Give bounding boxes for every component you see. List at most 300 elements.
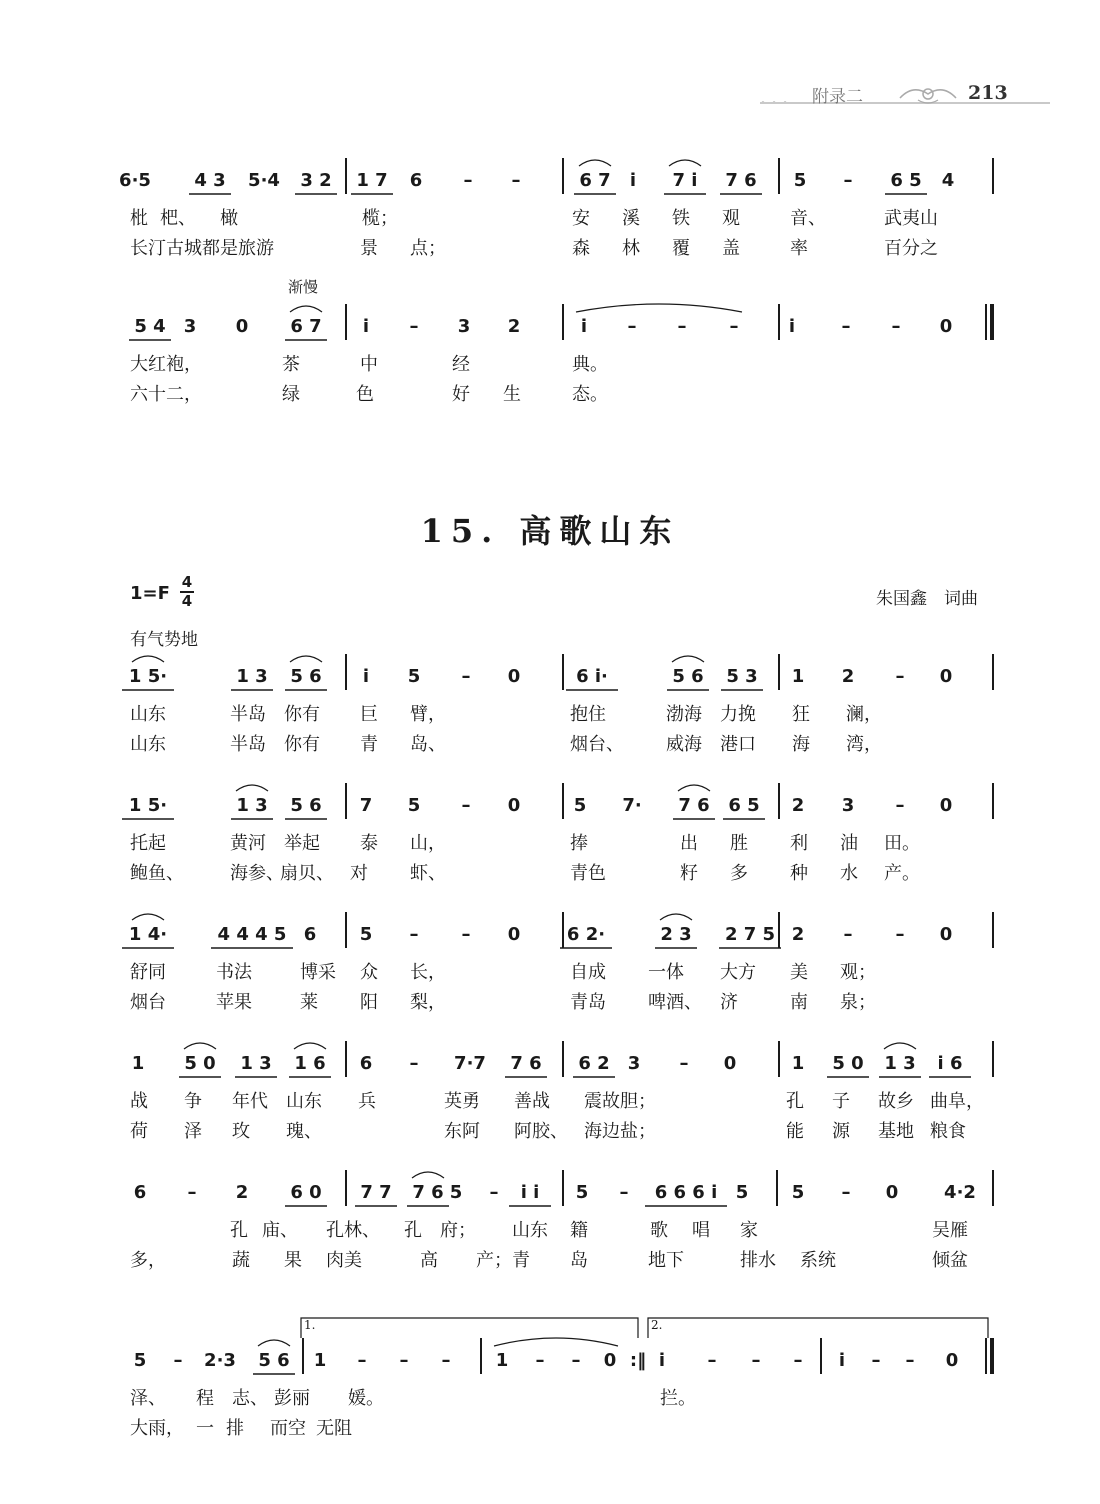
numbered-note: 5	[735, 1182, 749, 1203]
barline	[345, 912, 347, 948]
numbered-note: 1 4·	[128, 924, 168, 945]
barline	[562, 304, 564, 340]
dash-note: –	[489, 1182, 499, 1203]
lyric-syllable: 书法	[216, 962, 252, 983]
numbered-note: 5	[573, 795, 587, 816]
lyric-syllable: 色	[356, 384, 374, 405]
barline	[778, 158, 780, 194]
lyric-syllable: 南	[790, 992, 808, 1013]
lyric-syllable: 一	[196, 1418, 214, 1439]
lyric-syllable: 烟台	[130, 992, 166, 1013]
numbered-note: 5	[407, 795, 421, 816]
dash-note: –	[409, 316, 419, 337]
barline	[562, 158, 564, 194]
lyric-syllable: 青	[512, 1250, 530, 1271]
numbered-note: 2·3	[204, 1350, 236, 1371]
lyric-syllable: 程	[196, 1388, 214, 1409]
lyric-syllable: 山，	[410, 833, 446, 854]
numbered-note: 1 7	[356, 170, 388, 191]
lyric-syllable: 生	[503, 384, 521, 405]
numbered-note: 0	[939, 666, 953, 687]
lyric-syllable: 岛	[570, 1250, 588, 1271]
barline	[345, 304, 347, 340]
lyric-syllable: 枇	[130, 208, 148, 229]
numbered-note: 6 5	[890, 170, 922, 191]
lyric-line-2	[0, 988, 1100, 1012]
dash-note: –	[409, 924, 419, 945]
lyric-line-1	[0, 1087, 1100, 1111]
numbered-note: i	[629, 170, 637, 191]
numbered-note: i	[362, 666, 370, 687]
dash-note: –	[619, 1182, 629, 1203]
lyric-line-1	[0, 700, 1100, 724]
numbered-note: i 6	[937, 1053, 963, 1074]
lyric-syllable: 绿	[282, 384, 300, 405]
lyric-syllable: 泰	[360, 833, 378, 854]
numbered-note: 5	[407, 666, 421, 687]
lyric-line-2	[0, 380, 1100, 404]
numbered-note: 2	[235, 1182, 249, 1203]
lyric-syllable: 中	[360, 354, 378, 375]
barline	[562, 783, 564, 819]
numbered-note: 0	[507, 666, 521, 687]
lyric-syllable: 震故胆；	[584, 1091, 656, 1112]
lyric-line-1	[0, 350, 1100, 374]
lyric-syllable: 孔	[404, 1220, 422, 1241]
lyric-syllable: 泽	[184, 1121, 202, 1142]
tempo-change-mark: 渐慢	[288, 278, 319, 296]
lyric-syllable: 自成	[570, 962, 606, 983]
numbered-note: 5 6	[672, 666, 704, 687]
numbered-note: 6	[133, 1182, 147, 1203]
dash-note: –	[461, 666, 471, 687]
lyric-syllable: 大方	[720, 962, 756, 983]
numbered-note: i	[362, 316, 370, 337]
barline	[778, 654, 780, 690]
lyric-syllable: 巨	[360, 704, 378, 725]
numbered-note: 4 4 4 5	[217, 924, 287, 945]
lyric-syllable: 捧	[570, 833, 588, 854]
numbered-note: 2	[507, 316, 521, 337]
dash-note: –	[187, 1182, 197, 1203]
lyric-syllable: 油	[840, 833, 858, 854]
barline	[562, 1170, 564, 1206]
numbered-note: 0	[885, 1182, 899, 1203]
numbered-note: 2	[841, 666, 855, 687]
lyric-syllable: 长汀古城都是旅游	[130, 238, 274, 259]
numbered-note: 1 5·	[128, 795, 168, 816]
numbered-note: 1	[791, 1053, 805, 1074]
numbered-note: 6 2	[578, 1053, 610, 1074]
lyric-line-2	[0, 859, 1100, 883]
dash-note: –	[535, 1350, 545, 1371]
numbered-note: 0	[939, 316, 953, 337]
dash-note: –	[173, 1350, 183, 1371]
lyric-syllable: 博采	[300, 962, 336, 983]
lyric-syllable: 泽、	[130, 1388, 166, 1409]
lyric-syllable: 一体	[648, 962, 684, 983]
lyric-syllable: 高	[420, 1250, 438, 1271]
lyric-syllable: 观；	[840, 962, 876, 983]
lyric-syllable: 舒同	[130, 962, 166, 983]
dash-note: –	[679, 1053, 689, 1074]
lyric-syllable: 山东	[130, 704, 166, 725]
lyric-syllable: 林	[622, 238, 640, 259]
dash-note: –	[441, 1350, 451, 1371]
lyric-syllable: 武夷山	[884, 208, 938, 229]
lyric-line-2	[0, 234, 1100, 258]
lyric-syllable: 彭丽	[274, 1388, 310, 1409]
numbered-note: 1	[791, 666, 805, 687]
page-number: 213	[968, 82, 1008, 104]
numbered-note: 0	[507, 795, 521, 816]
lyric-line-2	[0, 1117, 1100, 1141]
dash-note: –	[627, 316, 637, 337]
lyric-syllable: 大雨，	[130, 1418, 184, 1439]
lyric-syllable: 经	[452, 354, 470, 375]
numbered-note: 1 3	[240, 1053, 272, 1074]
dash-note: –	[841, 1182, 851, 1203]
lyric-syllable: 黄河	[230, 833, 266, 854]
numbered-note: 6 7	[579, 170, 611, 191]
barline	[992, 654, 994, 690]
lyric-syllable: 曲阜，	[930, 1091, 984, 1112]
lyric-syllable: 山东	[286, 1091, 322, 1112]
header-section-label: 附录二	[812, 87, 863, 107]
barline	[345, 1170, 347, 1206]
numbered-note: 6	[303, 924, 317, 945]
lyric-syllable: 家	[740, 1220, 758, 1241]
lyric-syllable: 森	[572, 238, 590, 259]
barline	[345, 654, 347, 690]
barline	[820, 1338, 822, 1374]
lyric-syllable: 故乡	[878, 1091, 914, 1112]
lyric-syllable: 歌	[650, 1220, 668, 1241]
lyric-syllable: 战	[130, 1091, 148, 1112]
lyric-syllable: 众	[360, 962, 378, 983]
lyric-syllable: 而空	[270, 1418, 306, 1439]
lyric-line-1	[0, 204, 1100, 228]
song-title: 15. 高歌山东	[420, 512, 680, 550]
dash-note: –	[511, 170, 521, 191]
numbered-note: 5 6	[290, 666, 322, 687]
dash-note: –	[871, 1350, 881, 1371]
lyric-syllable: 孔	[230, 1220, 248, 1241]
lyric-syllable: 孔林、	[326, 1220, 380, 1241]
numbered-note: 5·4	[248, 170, 280, 191]
dash-note: –	[841, 316, 851, 337]
lyric-syllable: 虾、	[410, 863, 446, 884]
numbered-note: 4	[941, 170, 955, 191]
numbered-note: 7 6	[678, 795, 710, 816]
lyric-syllable: 观	[722, 208, 740, 229]
barline	[992, 158, 994, 194]
dash-note: –	[895, 795, 905, 816]
first-ending-label: 1.	[304, 1318, 316, 1332]
time-signature	[180, 574, 194, 610]
dash-note: –	[891, 316, 901, 337]
numbered-note: 1 3	[236, 666, 268, 687]
barline	[562, 654, 564, 690]
lyric-syllable: 橄	[220, 208, 238, 229]
dash-note: –	[571, 1350, 581, 1371]
numbered-note: 1 3	[236, 795, 268, 816]
numbered-note: 6 2·	[566, 924, 606, 945]
ornament-icon	[898, 80, 958, 106]
barline	[480, 1338, 482, 1374]
lyric-syllable: 东阿	[444, 1121, 480, 1142]
dash-note: –	[399, 1350, 409, 1371]
dash-note: –	[895, 924, 905, 945]
lyric-syllable: 多	[730, 863, 748, 884]
lyric-syllable: 年代	[232, 1091, 268, 1112]
lyric-line-1	[0, 958, 1100, 982]
song-credit: 朱国鑫 词曲	[876, 589, 978, 609]
numbered-note: 5	[575, 1182, 589, 1203]
lyric-syllable: 阿胶、	[514, 1121, 568, 1142]
numbered-note: 0	[939, 795, 953, 816]
barline	[778, 783, 780, 819]
lyric-syllable: 音、	[790, 208, 826, 229]
lyric-syllable: 济	[720, 992, 738, 1013]
lyric-syllable: 力挽	[720, 704, 756, 725]
lyric-syllable: 臂，	[410, 704, 446, 725]
numbered-note: 5	[791, 1182, 805, 1203]
dash-note: –	[843, 924, 853, 945]
dash-note: –	[843, 170, 853, 191]
lyric-syllable: 肉美	[326, 1250, 362, 1271]
lyric-syllable: 府；	[440, 1220, 476, 1241]
lyric-syllable: 海参、	[230, 863, 284, 884]
lyric-syllable: 点；	[410, 238, 446, 259]
lyric-syllable: 吴雁	[932, 1220, 968, 1241]
lyric-syllable: 瑰、	[286, 1121, 322, 1142]
dash-note: –	[463, 170, 473, 191]
lyric-syllable: 产。	[884, 863, 920, 884]
lyric-syllable: 多，	[130, 1250, 166, 1271]
lyric-syllable: 托起	[130, 833, 166, 854]
numbered-note: 7 i	[672, 170, 698, 191]
barline	[345, 783, 347, 819]
dash-note: –	[357, 1350, 367, 1371]
lyric-syllable: 孔	[786, 1091, 804, 1112]
lyric-syllable: 抱住	[570, 704, 606, 725]
lyric-syllable: 铁	[672, 208, 690, 229]
dash-note: –	[461, 924, 471, 945]
numbered-note: 6 i·	[576, 666, 608, 687]
barline	[562, 1041, 564, 1077]
lyric-syllable: 景	[360, 238, 378, 259]
dash-note: –	[707, 1350, 717, 1371]
numbered-note: 3 2	[300, 170, 332, 191]
lyric-syllable: 榄；	[362, 208, 398, 229]
numbered-note: 5 4	[134, 316, 166, 337]
numbered-note: 7 6	[510, 1053, 542, 1074]
lyric-syllable: 倾盆	[932, 1250, 968, 1271]
lyric-syllable: 举起	[284, 833, 320, 854]
numbered-note: 0	[723, 1053, 737, 1074]
numbered-note: 6 5	[728, 795, 760, 816]
lyric-line-2	[0, 1246, 1100, 1270]
lyric-syllable: 好	[452, 384, 470, 405]
numbered-note: 6 7	[290, 316, 322, 337]
numbered-note: 1	[495, 1350, 509, 1371]
lyric-syllable: 唱	[692, 1220, 710, 1241]
lyric-syllable: 海边盐；	[584, 1121, 656, 1142]
lyric-syllable: 田。	[884, 833, 920, 854]
lyric-syllable: 源	[832, 1121, 850, 1142]
lyric-line-1	[0, 1216, 1100, 1240]
numbered-note: 0	[603, 1350, 617, 1371]
numbered-note: 1 3	[884, 1053, 916, 1074]
lyric-syllable: 拦。	[660, 1388, 696, 1409]
numbered-note: 0	[939, 924, 953, 945]
barline	[302, 1338, 304, 1374]
numbered-note: 1	[313, 1350, 327, 1371]
numbered-note: 6 6 6 i	[654, 1182, 718, 1203]
numbered-note: 5	[793, 170, 807, 191]
lyric-syllable: 澜，	[846, 704, 882, 725]
lyric-syllable: 率	[790, 238, 808, 259]
repeat-sign: :‖	[629, 1350, 647, 1371]
key-signature: 1=F	[130, 583, 170, 604]
barline	[778, 304, 780, 340]
numbered-note: 7·7	[454, 1053, 486, 1074]
numbered-note: 2	[791, 795, 805, 816]
numbered-note: i i	[520, 1182, 540, 1203]
lyric-syllable: 地下	[648, 1250, 684, 1271]
numbered-note: 1 5·	[128, 666, 168, 687]
numbered-note: 5 3	[726, 666, 758, 687]
numbered-note: 7 7	[360, 1182, 392, 1203]
numbered-note: 1 6	[294, 1053, 326, 1074]
lyric-syllable: 半岛	[230, 734, 266, 755]
numbered-note: i	[580, 316, 588, 337]
numbered-note: 2	[791, 924, 805, 945]
lyric-syllable: 媛。	[348, 1388, 384, 1409]
lyric-syllable: 排水	[740, 1250, 776, 1271]
numbered-note: 0	[507, 924, 521, 945]
lyric-syllable: 岛、	[410, 734, 446, 755]
numbered-note: 3	[627, 1053, 641, 1074]
numbered-note: 3	[841, 795, 855, 816]
barline	[992, 912, 994, 948]
numbered-note: 3	[457, 316, 471, 337]
lyric-syllable: 争	[184, 1091, 202, 1112]
barline	[776, 1170, 778, 1206]
lyric-syllable: 覆	[672, 238, 690, 259]
lyric-syllable: 玫	[232, 1121, 250, 1142]
numbered-note: i	[658, 1350, 666, 1371]
dash-note: –	[751, 1350, 761, 1371]
numbered-note: 4·2	[944, 1182, 976, 1203]
numbered-note: 2 7 5	[724, 924, 776, 945]
lyric-syllable: 籽	[680, 863, 698, 884]
lyric-syllable: 荷	[130, 1121, 148, 1142]
lyric-syllable: 青色	[570, 863, 606, 884]
lyric-syllable: 基地	[878, 1121, 914, 1142]
lyric-syllable: 大红袍，	[130, 354, 202, 375]
lyric-syllable: 产；	[476, 1250, 512, 1271]
lyric-syllable: 杷、	[160, 208, 196, 229]
barline	[345, 1041, 347, 1077]
dash-note: –	[729, 316, 739, 337]
lyric-syllable: 你有	[284, 704, 320, 725]
dash-note: –	[409, 1053, 419, 1074]
lyric-syllable: 果	[284, 1250, 302, 1271]
barline	[345, 158, 347, 194]
numbered-note: 6·5	[119, 170, 151, 191]
lyric-syllable: 兵	[358, 1091, 376, 1112]
numbered-note: 7 6	[725, 170, 757, 191]
lyric-syllable: 鲍鱼、	[130, 863, 184, 884]
lyric-syllable: 青岛	[570, 992, 606, 1013]
lyric-line-1	[0, 1384, 1100, 1408]
final-barline-thick	[990, 304, 994, 340]
numbered-note: 7 6	[412, 1182, 444, 1203]
numbered-note: 2 3	[660, 924, 692, 945]
lyric-syllable: 蔬	[232, 1250, 250, 1271]
lyric-syllable: 烟台、	[570, 734, 624, 755]
dash-note: –	[905, 1350, 915, 1371]
barline	[992, 1170, 994, 1206]
lyric-syllable: 苹果	[216, 992, 252, 1013]
lyric-syllable: 百分之	[884, 238, 938, 259]
lyric-syllable: 你有	[284, 734, 320, 755]
numbered-note: 5	[449, 1182, 463, 1203]
lyric-syllable: 山东	[130, 734, 166, 755]
lyric-syllable: 利	[790, 833, 808, 854]
lyric-syllable: 对	[350, 863, 368, 884]
lyric-syllable: 半岛	[230, 704, 266, 725]
dash-note: –	[793, 1350, 803, 1371]
lyric-syllable: 溪	[622, 208, 640, 229]
lyric-syllable: 出	[680, 833, 698, 854]
lyric-syllable: 无阻	[316, 1418, 352, 1439]
lyric-syllable: 港口	[720, 734, 756, 755]
lyric-syllable: 狂	[792, 704, 810, 725]
numbered-note: 5 6	[290, 795, 322, 816]
numbered-note: 6 0	[290, 1182, 322, 1203]
lyric-syllable: 种	[790, 863, 808, 884]
lyric-syllable: 啤酒、	[648, 992, 702, 1013]
numbered-note: 5	[359, 924, 373, 945]
final-barline-thin	[985, 1338, 987, 1374]
lyric-line-2	[0, 730, 1100, 754]
lyric-syllable: 盖	[722, 238, 740, 259]
lyric-syllable: 梨，	[410, 992, 446, 1013]
lyric-syllable: 志、	[232, 1388, 268, 1409]
lyric-syllable: 莱	[300, 992, 318, 1013]
lyric-syllable: 阳	[360, 992, 378, 1013]
time-signature-top: 4	[181, 573, 193, 591]
lyric-syllable: 英勇	[444, 1091, 480, 1112]
numbered-note: 5 0	[184, 1053, 216, 1074]
numbered-note: 5 0	[832, 1053, 864, 1074]
numbered-note: 7	[359, 795, 373, 816]
lyric-syllable: 扇贝、	[280, 863, 334, 884]
lyric-syllable: 山东	[512, 1220, 548, 1241]
numbered-note: i	[838, 1350, 846, 1371]
lyric-syllable: 庙、	[262, 1220, 298, 1241]
lyric-syllable: 善战	[514, 1091, 550, 1112]
numbered-note: 0	[235, 316, 249, 337]
numbered-note: 4 3	[194, 170, 226, 191]
dash-note: –	[677, 316, 687, 337]
final-barline-thick	[990, 1338, 994, 1374]
second-ending-label: 2.	[651, 1318, 663, 1332]
numbered-note: 7·	[622, 795, 642, 816]
